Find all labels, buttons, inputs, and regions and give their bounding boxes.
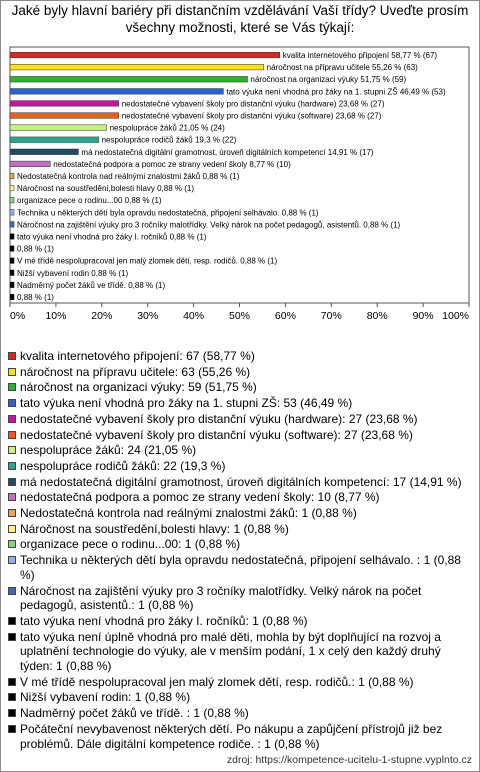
legend-item [8, 614, 472, 629]
legend-item [8, 412, 472, 427]
legend-item [8, 443, 472, 458]
legend-swatch [8, 540, 16, 548]
bar-12 [10, 185, 14, 191]
legend-label: náročnost na přípravu učitele: 63 (55,26 %) [20, 364, 251, 379]
legend-label: Náročnost na zajištění výuky pro 3 ročníky malotřídky. Velký nárok na počet pedagogů, asistentů.: 1 (0,88 %) [20, 583, 422, 613]
legend-item [8, 349, 472, 364]
x-tick-label-3: 30% [137, 310, 159, 322]
legend-swatch [8, 368, 16, 376]
legend-label: náročnost na organizaci výuky: 59 (51,75 %) [20, 380, 257, 395]
legend-label: má nedostatečná digitální gramotnost, úroveň digitálních kompetencí: 17 (14,91 %) [20, 474, 462, 489]
legend-swatch [8, 462, 16, 470]
source-note: zdroj: https://kompetence-ucitelu-1-stupne.vyplnto.cz [226, 754, 472, 766]
bar-label-1: kvalita internetového připojení 58,77 % (67) [282, 51, 438, 61]
legend-item [8, 630, 472, 674]
legend-item [8, 506, 472, 521]
x-tick-label-5: 50% [228, 310, 251, 322]
legend-label: tato výuka není úplně vhodná pro malé děti, mohla by být doplňující na rozvoj a uplatnění technologie do výuky, ale v menším podání, 1 x celý den každý druhý týden: 1 (0,88 %) [20, 629, 441, 674]
legend-item [8, 537, 472, 552]
legend-label: tato výuka není vhodná pro žáky I. ročníků: 1 (0,88 %) [20, 613, 308, 628]
legend-swatch [8, 383, 16, 391]
legend-item [8, 522, 472, 537]
legend-swatch [8, 431, 16, 439]
legend-item [8, 722, 472, 751]
legend-swatch [8, 617, 16, 625]
bar-label-13: organizace pece o rodinu...00 0,88 % (1) [17, 196, 162, 206]
legend-item [8, 428, 472, 443]
bar-4 [10, 89, 223, 95]
bar-6 [10, 113, 119, 119]
legend-item [8, 396, 472, 411]
legend-swatch [8, 415, 16, 423]
bar-1 [10, 52, 280, 58]
legend-label: nedostatečná podpora a pomoc ze strany vedení školy: 10 (8,77 %) [20, 490, 380, 505]
x-tick-label-2: 20% [91, 310, 113, 322]
bar-label-9: má nedostatečná digitální gramotnost, úroveň digitálních kompetencí 14,91 % (17) [81, 147, 374, 157]
bar-21 [10, 294, 14, 300]
legend-swatch [8, 678, 16, 686]
bar-label-18: V mé třídě nespolupracoval jen malý zlomek dětí, resp. rodičů. 0,88 % (1) [17, 256, 278, 266]
bar-label-20: Nadměrný počet žáků ve třídě. 0,88 % (1) [17, 280, 166, 290]
legend-item [8, 459, 472, 474]
legend-item [8, 380, 472, 395]
bar-20 [10, 282, 14, 288]
bar-label-2: náročnost na přípravu učitele 55,26 % (63) [266, 63, 418, 73]
legend-label: Náročnost na soustředění,bolesti hlavy: 1 (0,88 %) [20, 521, 289, 536]
bar-10 [10, 161, 50, 167]
bar-label-4: tato výuka není vhodná pro žáky na 1. stupni ZŠ 46,49 % (53) [226, 87, 446, 97]
bar-16 [10, 234, 14, 240]
legend-item [8, 584, 472, 613]
bar-17 [10, 246, 14, 252]
x-tick-label-0: 0% [10, 310, 26, 322]
bar-label-7: nespolupráce žáků 21,05 % (24) [109, 123, 225, 133]
bar-label-17: 0,88 % (1) [17, 244, 54, 254]
legend-label: Nižší vybavení rodin: 1 (0,88 %) [20, 690, 191, 705]
legend-swatch [8, 446, 16, 454]
legend-item [8, 706, 472, 721]
legend-swatch [8, 725, 16, 733]
bar-chart [0, 0, 480, 345]
bar-label-3: náročnost na organizaci výuky 51,75 % (59) [250, 75, 407, 85]
x-tick-label-6: 60% [274, 310, 296, 322]
legend-item [8, 475, 472, 490]
legend-label: Počáteční nevybavenost některých dětí. Po nákupu a zapůjčení přístrojů již bez problémů. Dále digitální kompetence rodiče. : 1 (0,88 %) [20, 721, 443, 751]
legend-item [8, 490, 472, 505]
bar-8 [10, 137, 99, 143]
bar-14 [10, 209, 14, 215]
legend-item [8, 365, 472, 380]
bar-label-15: Náročnost na zajištění výuky pro 3 ročníky malotřídky. Velký nárok na počet pedagogů, asistentů. 0,88 % (1) [17, 220, 401, 230]
x-tick-label-4: 40% [183, 310, 205, 322]
legend-swatch [8, 493, 16, 501]
legend-swatch [8, 709, 16, 717]
legend-label: tato výuka není vhodná pro žáky na 1. stupni ZŠ: 53 (46,49 %) [20, 396, 353, 411]
bar-label-6: nedostatečné vybavení školy pro distanční výuku (software) 23,68 % (27) [121, 111, 382, 121]
legend-swatch [8, 693, 16, 701]
x-tick-label-8: 80% [366, 310, 388, 322]
legend-swatch [8, 556, 16, 564]
x-tick-label-7: 70% [320, 310, 342, 322]
legend-label: nedostatečné vybavení školy pro distanční výuku (hardware): 27 (23,68 %) [20, 411, 418, 426]
legend-label: nespolupráce rodičů žáků: 22 (19,3 %) [20, 458, 226, 473]
legend-swatch [8, 525, 16, 533]
legend-swatch [8, 633, 16, 641]
legend-swatch [8, 478, 16, 486]
legend [8, 349, 472, 752]
bar-18 [10, 258, 14, 264]
x-tick-label-9: 90% [412, 310, 434, 322]
bar-label-11: Nedostatečná kontrola nad reálnými znalostmi žáků 0,88 % (1) [17, 172, 240, 181]
bar-15 [10, 222, 14, 228]
legend-label: V mé třídě nespolupracoval jen malý zlomek dětí, resp. rodičů.: 1 (0,88 %) [20, 674, 414, 689]
bar-2 [10, 64, 264, 70]
legend-item [8, 690, 472, 705]
bar-19 [10, 270, 14, 276]
legend-label: Nadměrný počet žáků ve třídě. : 1 (0,88 %) [20, 706, 249, 721]
bar-label-5: nedostatečné vybavení školy pro distanční výuku (hardware) 23,68 % (27) [121, 99, 385, 109]
legend-item [8, 675, 472, 690]
legend-label: organizace pece o rodinu...00: 1 (0,88 %) [20, 537, 241, 552]
legend-label: nespolupráce žáků: 24 (21,05 %) [20, 443, 197, 458]
bar-label-21: 0,88 % (1) [17, 292, 54, 302]
legend-swatch [8, 352, 16, 360]
legend-label: Nedostatečná kontrola nad reálnými znalostmi žáků: 1 (0,88 %) [20, 506, 357, 521]
bar-label-10: nedostatečná podpora a pomoc ze strany vedení školy 8,77 % (10) [53, 159, 291, 169]
bar-label-12: Náročnost na soustředění,bolesti hlavy 0,88 % (1) [17, 184, 195, 194]
legend-label: nedostatečné vybavení školy pro distanční výuku (software): 27 (23,68 %) [20, 427, 413, 442]
chart-title: Jaké byly hlavní bariéry při distančním vzdělávání Vaší třídy? Uveďte prosím všechny možnosti, které se Vás týkají: [11, 3, 469, 35]
bar-5 [10, 101, 119, 107]
x-tick-label-1: 10% [45, 310, 67, 322]
bar-3 [10, 76, 248, 82]
legend-label: kvalita internetového připojení: 67 (58,77 %) [20, 349, 255, 363]
bar-label-14: Technika u některých dětí byla opravdu nedostatečná, připojení selhávalo. 0,88 % (1) [17, 208, 319, 218]
bar-11 [10, 173, 14, 179]
bar-13 [10, 197, 14, 203]
x-tick-label-10: 100% [442, 310, 469, 322]
legend-swatch [8, 587, 16, 595]
legend-label: Technika u některých dětí byla opravdu nedostatečná, připojení selhávalo. : 1 (0,88 %) [20, 553, 461, 582]
bar-label-16: tato výuka není vhodná pro žáky I. ročníků 0,88 % (1) [17, 232, 207, 242]
bar-7 [10, 125, 107, 131]
bar-label-8: nespolupráce rodičů žáků 19,3 % (22) [101, 135, 237, 145]
bar-label-19: Nižší vybavení rodin 0,88 % (1) [17, 268, 129, 278]
legend-swatch [8, 509, 16, 517]
legend-item [8, 553, 472, 582]
legend-swatch [8, 399, 16, 407]
bar-9 [10, 149, 78, 155]
